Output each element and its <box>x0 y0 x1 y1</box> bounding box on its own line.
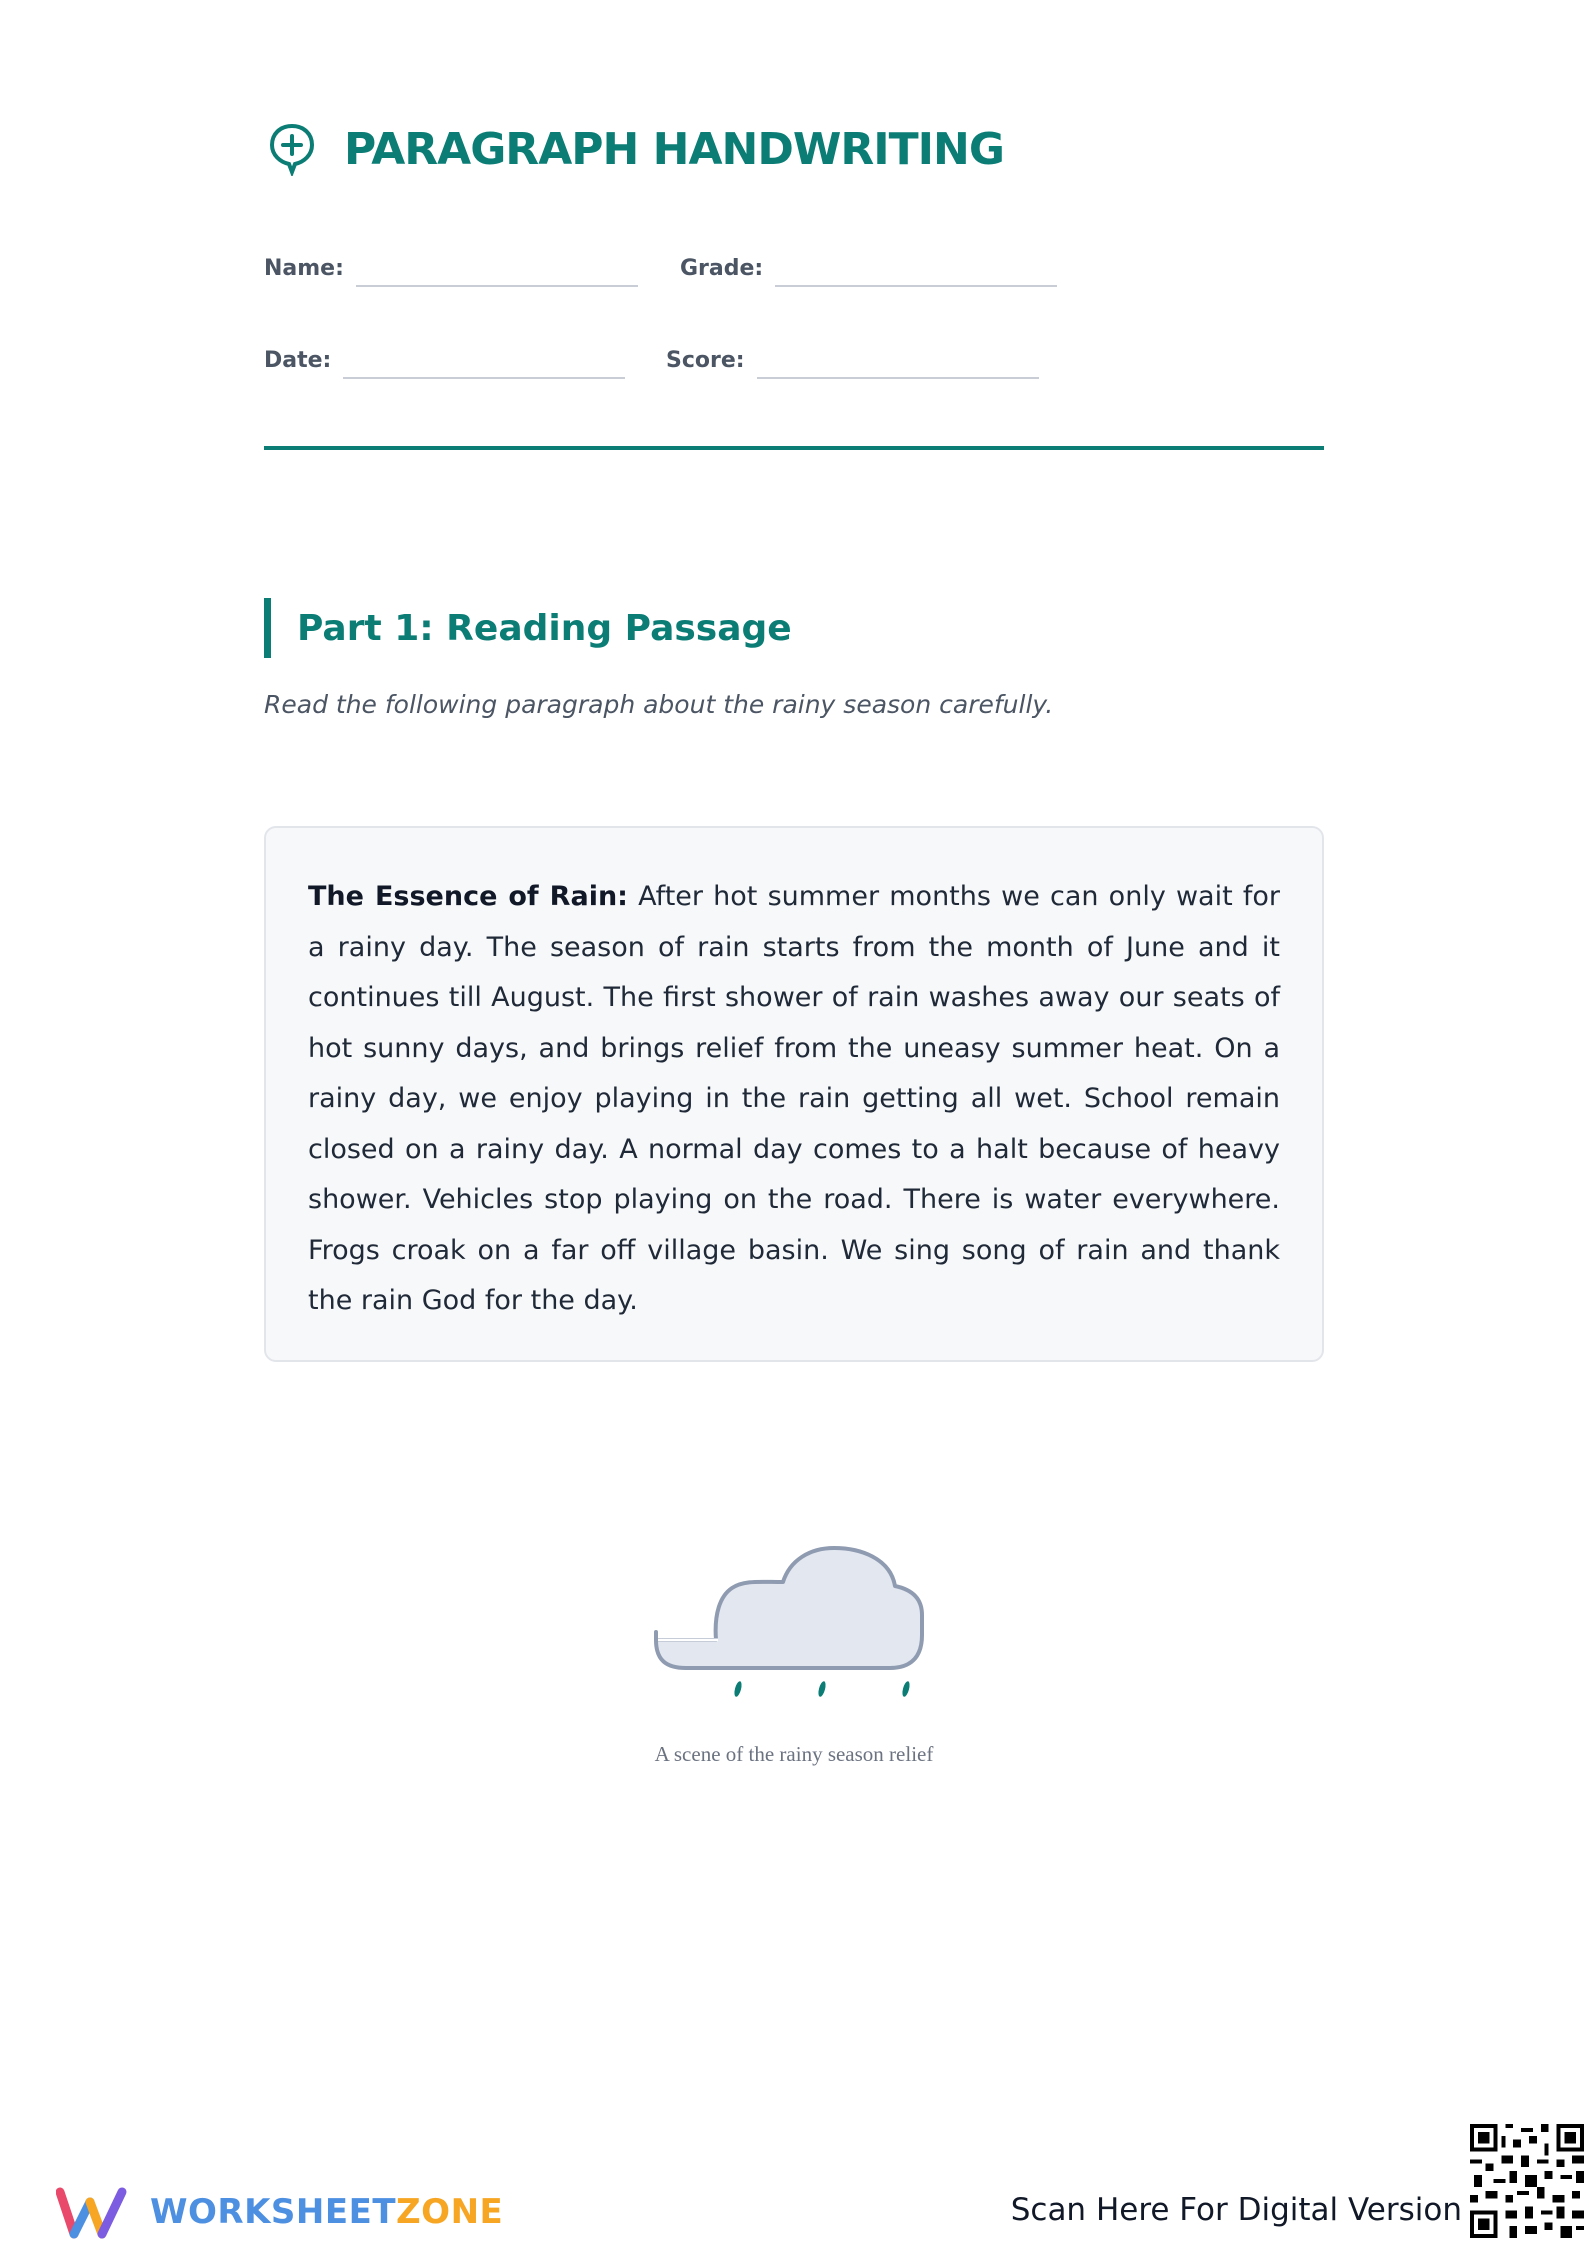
rain-cloud-icon <box>640 1500 990 1730</box>
grade-field[interactable] <box>680 256 1057 287</box>
score-field[interactable] <box>666 348 1039 379</box>
section-accent-bar <box>264 598 271 658</box>
section-title: Part 1: Reading Passage <box>297 607 792 649</box>
qr-code-icon[interactable] <box>1470 2124 1584 2238</box>
passage-heading: The Essence of Rain: <box>308 881 628 912</box>
scan-instruction: Scan Here For Digital Version <box>1010 2192 1462 2228</box>
brand-logo[interactable] <box>56 2184 503 2240</box>
illustration-caption: A scene of the rainy season relief <box>654 1742 934 1766</box>
date-line[interactable] <box>343 349 625 379</box>
worksheetzone-logo-icon <box>56 2184 136 2240</box>
grade-line[interactable] <box>775 257 1057 287</box>
name-label: Name: <box>264 256 344 281</box>
plus-circle-pin-icon <box>268 122 316 176</box>
section-heading <box>264 598 792 658</box>
brand-name-part1: WORKSHEET <box>150 2192 397 2232</box>
passage-body: After hot summer months we can only wait for a rainy day. The season of rain starts from the month of June and it continues till August. The first shower of rain washes away our seats of hot sunny days, and brings relief from the uneasy summer heat. On a rainy day, we enjoy playing in the rain getting all wet. School remain closed on a rainy day. A normal day comes to a halt because of heavy shower. Vehicles stop playing on the road. There is water everywhere. Frogs croak on a far off village basin. We sing song of rain and thank the rain God for the day. <box>308 881 1280 1316</box>
page-title: PARAGRAPH HANDWRITING <box>344 123 1004 175</box>
passage-box <box>264 826 1324 1362</box>
date-label: Date: <box>264 348 332 373</box>
passage-text <box>308 872 1280 1327</box>
score-label: Score: <box>666 348 745 373</box>
brand-name-part2: ZONE <box>396 2192 504 2232</box>
score-line[interactable] <box>757 349 1039 379</box>
grade-label: Grade: <box>680 256 764 281</box>
date-field[interactable] <box>264 348 625 379</box>
header <box>268 122 1004 176</box>
brand-name <box>150 2192 503 2232</box>
name-field[interactable] <box>264 256 638 287</box>
name-line[interactable] <box>356 257 638 287</box>
section-instruction: Read the following paragraph about the rainy season carefully. <box>264 690 1054 719</box>
header-divider <box>264 446 1324 450</box>
